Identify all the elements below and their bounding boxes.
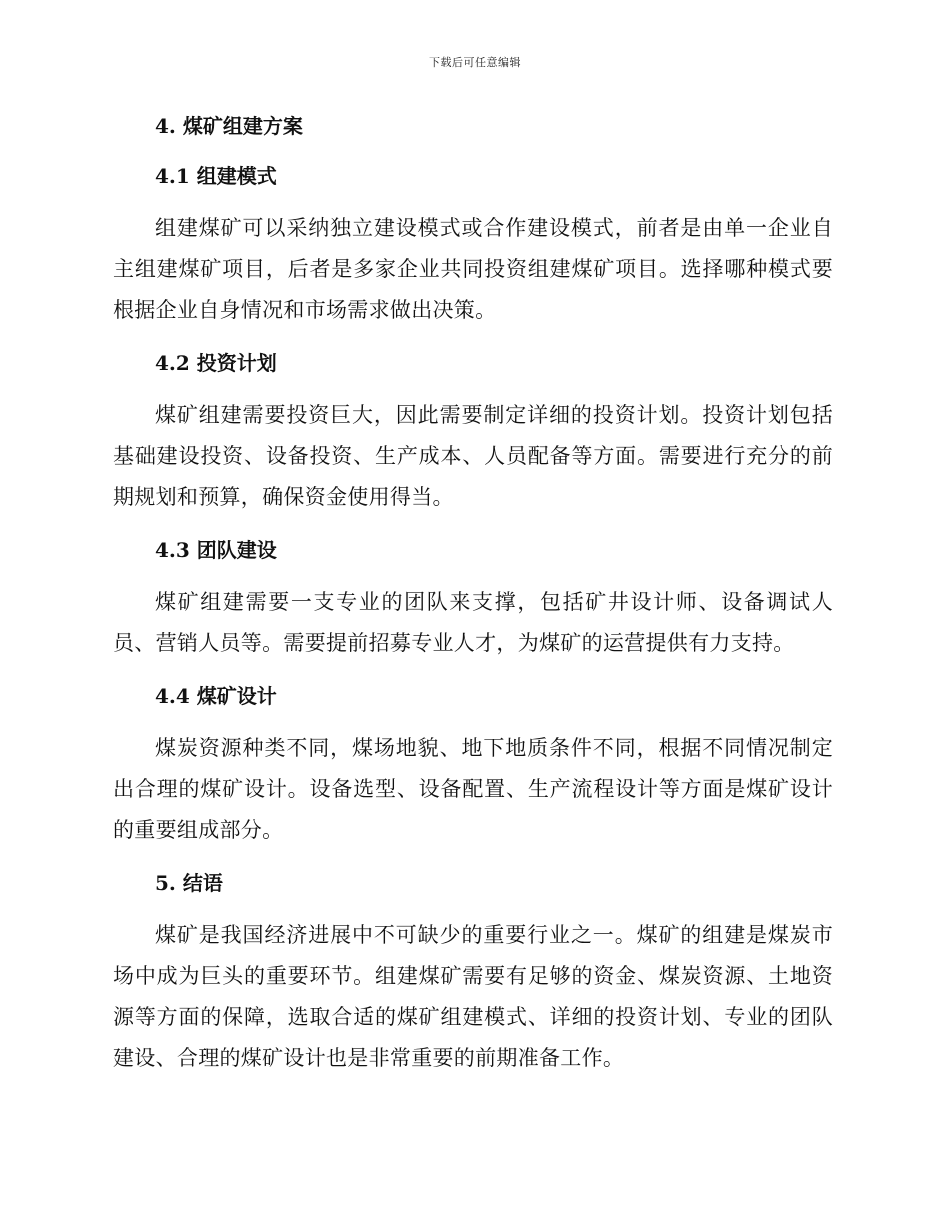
section-heading-4: 4. 煤矿组建方案 — [155, 114, 303, 138]
section-paragraph-4-3: 煤矿组建需要一支专业的团队来支撑，包括矿井设计师、设备调试人员、营销人员等。需要提前招募专业人才，为煤矿的运营提供有力支持。 — [113, 590, 833, 655]
section-paragraph-4-2: 煤矿组建需要投资巨大，因此需要制定详细的投资计划。投资计划包括基础建设投资、设备投资、生产成本、人员配备等方面。需要进行充分的前期规划和预算，确保资金使用得当。 — [113, 403, 833, 509]
document-body — [113, 108, 833, 1079]
section-heading-4-2: 4.2 投资计划 — [155, 351, 277, 375]
header-note: 下载后可任意编辑 — [429, 56, 521, 69]
section-heading-4-3: 4.3 团队建设 — [155, 538, 277, 562]
section-heading-4-1: 4.1 组建模式 — [155, 164, 277, 188]
section-heading-5: 5. 结语 — [155, 871, 223, 895]
section-paragraph-5: 煤矿是我国经济进展中不可缺少的重要行业之一。煤矿的组建是煤炭市场中成为巨头的重要环节。组建煤矿需要有足够的资金、煤炭资源、土地资源等方面的保障，选取合适的煤矿组建模式、详细的投资计划、专业的团队建设、合理的煤矿设计也是非常重要的前期准备工作。 — [113, 923, 833, 1070]
section-heading-4-4: 4.4 煤矿设计 — [155, 684, 277, 708]
section-paragraph-4-1: 组建煤矿可以采纳独立建设模式或合作建设模式，前者是由单一企业自主组建煤矿项目，后者是多家企业共同投资组建煤矿项目。选择哪种模式要根据企业自身情况和市场需求做出决策。 — [113, 216, 833, 322]
section-paragraph-4-4: 煤炭资源种类不同，煤场地貌、地下地质条件不同，根据不同情况制定出合理的煤矿设计。设备选型、设备配置、生产流程设计等方面是煤矿设计的重要组成部分。 — [113, 736, 833, 842]
